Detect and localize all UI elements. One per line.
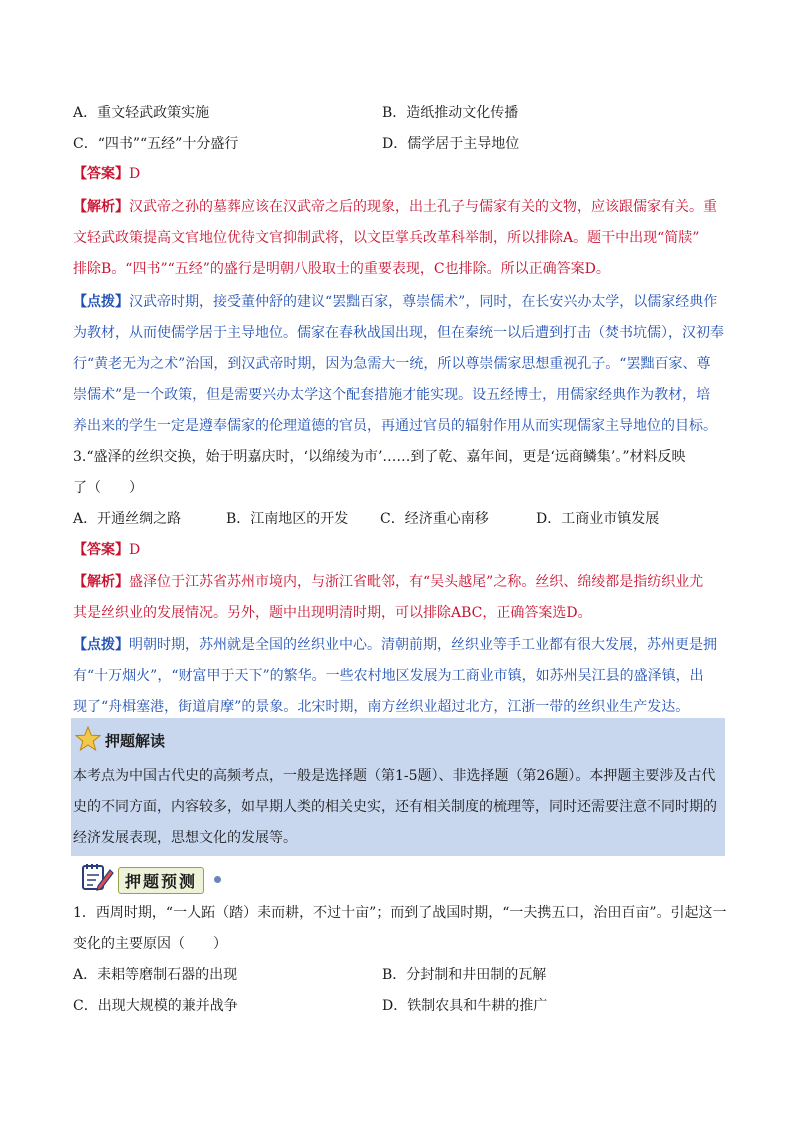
q3-answer bbox=[73, 540, 725, 560]
q3-analysis-line-1 bbox=[73, 572, 725, 592]
q3-stem-line-2: 了（ ） bbox=[73, 480, 143, 496]
notebook-pen-icon bbox=[80, 862, 114, 892]
answer-tag: 【答案】 bbox=[73, 542, 129, 558]
analysis-text: 汉武帝之孙的墓葬应该在汉武帝之后的现象，出土孔子与儒家有关的文物，应该跟儒家有关。重 bbox=[129, 199, 717, 215]
prediction-banner bbox=[80, 862, 230, 892]
interpretation-line-3: 经济发展表现，思想文化的发展等。 bbox=[73, 830, 297, 846]
tip-text: 汉武帝时期，接受董仲舒的建议“罢黜百家，尊崇儒术”，同时，在长安兴办太学，以儒家经典作 bbox=[129, 294, 718, 310]
p1-stem-line-2: 变化的主要原因（ ） bbox=[73, 936, 227, 952]
analysis-text: 盛泽位于江苏省苏州市境内，与浙江省毗邻，有“吴头越尾”之称。丝织、绵绫都是指纺织业尤 bbox=[129, 574, 704, 590]
bullet-dot bbox=[214, 876, 221, 883]
p1-option-c: C．出现大规模的兼并战争 bbox=[73, 998, 238, 1014]
analysis-tag: 【解析】 bbox=[73, 199, 129, 215]
q2-analysis-line-3: 排除B。“四书”“五经”的盛行是明朝八股取士的重要表现，C也排除。所以正确答案D。 bbox=[73, 261, 610, 277]
q3-tip-line-2: 有“十万烟火”，“财富甲于天下”的繁华。一些农村地区发展为工商业市镇，如苏州吴江县的盛泽镇，出 bbox=[73, 668, 704, 684]
answer-value: D bbox=[129, 542, 141, 558]
q2-option-c: C．“四书”“五经”十分盛行 bbox=[73, 136, 239, 152]
q2-answer bbox=[73, 164, 725, 184]
q2-option-b: B．造纸推动文化传播 bbox=[382, 105, 519, 121]
q2-tip-line-1 bbox=[73, 292, 725, 312]
q2-tip-line-5: 养出来的学生一定是遵奉儒家的伦理道德的官员，再通过官员的辐射作用从而实现儒家主导地位的目标。 bbox=[73, 418, 717, 434]
interpretation-title: 押题解读 bbox=[105, 732, 166, 750]
p1-stem-line-1: 1．西周时期，“一人跖（踏）耒而耕，不过十亩”；而到了战国时期，“一夫携五口，治田百亩”。引起这一 bbox=[73, 905, 727, 921]
q2-analysis-line-1 bbox=[73, 197, 725, 217]
tip-text: 明朝时期，苏州就是全国的丝织业中心。清朝前期，丝织业等手工业都有很大发展，苏州更是拥 bbox=[129, 637, 717, 653]
p1-option-d: D．铁制农具和牛耕的推广 bbox=[382, 998, 548, 1014]
answer-tag: 【答案】 bbox=[73, 166, 129, 182]
q3-option-b: B．江南地区的开发 bbox=[226, 511, 349, 527]
q2-analysis-line-2: 文轻武政策提高文官地位优待文官抑制武将，以文臣掌兵改革科举制，所以排除A。题干中出现“简牍” bbox=[73, 230, 700, 246]
q2-option-d: D．儒学居于主导地位 bbox=[382, 136, 520, 152]
q3-analysis-line-2: 其是丝织业的发展情况。另外，题中出现明清时期，可以排除ABC，正确答案选D。 bbox=[73, 605, 592, 621]
tip-tag: 【点拨】 bbox=[73, 294, 129, 310]
q3-option-a: A．开通丝绸之路 bbox=[73, 511, 182, 527]
interpretation-line-1: 本考点为中国古代史的高频考点，一般是选择题（第1-5题）、非选择题（第26题）。本押题主要涉及古代 bbox=[73, 768, 716, 784]
interpretation-line-2: 史的不同方面，内容较多，如早期人类的相关史实，还有相关制度的梳理等，同时还需要注意不同时期的 bbox=[73, 799, 717, 815]
star-icon bbox=[75, 726, 101, 752]
q3-tip-line-1 bbox=[73, 635, 725, 655]
answer-value: D bbox=[129, 166, 141, 182]
p1-option-a: A．耒耜等磨制石器的出现 bbox=[73, 967, 238, 983]
q3-option-d: D．工商业市镇发展 bbox=[536, 511, 660, 527]
q3-tip-line-3: 现了“舟楫塞港，街道肩摩”的景象。北宋时期，南方丝织业超过北方，江浙一带的丝织业生产发达。 bbox=[73, 699, 690, 715]
analysis-tag: 【解析】 bbox=[73, 574, 129, 590]
q2-option-a: A．重文轻武政策实施 bbox=[73, 105, 210, 121]
tip-tag: 【点拨】 bbox=[73, 637, 129, 653]
prediction-title: 押题预测 bbox=[118, 867, 204, 894]
q2-tip-line-3: 行“黄老无为之术”治国，到汉武帝时期，因为急需大一统，所以尊崇儒家思想重视孔子。“罢黜百家、尊 bbox=[73, 356, 711, 372]
q3-option-c: C．经济重心南移 bbox=[380, 511, 489, 527]
p1-option-b: B．分封制和井田制的瓦解 bbox=[382, 967, 547, 983]
q2-tip-line-4: 崇儒术”是一个政策，但是需要兴办太学这个配套措施才能实现。设五经博士，用儒家经典作为教材，培 bbox=[73, 387, 711, 403]
q2-tip-line-2: 为教材，从而使儒学居于主导地位。儒家在春秋战国出现，但在秦统一以后遭到打击（焚书坑儒），汉初奉 bbox=[73, 325, 724, 341]
q3-stem-line-1: 3.“盛泽的丝织交换，始于明嘉庆时，‘以绵绫为市’……到了乾、嘉年间，更是‘远商鳞集’。”材料反映 bbox=[73, 449, 686, 465]
